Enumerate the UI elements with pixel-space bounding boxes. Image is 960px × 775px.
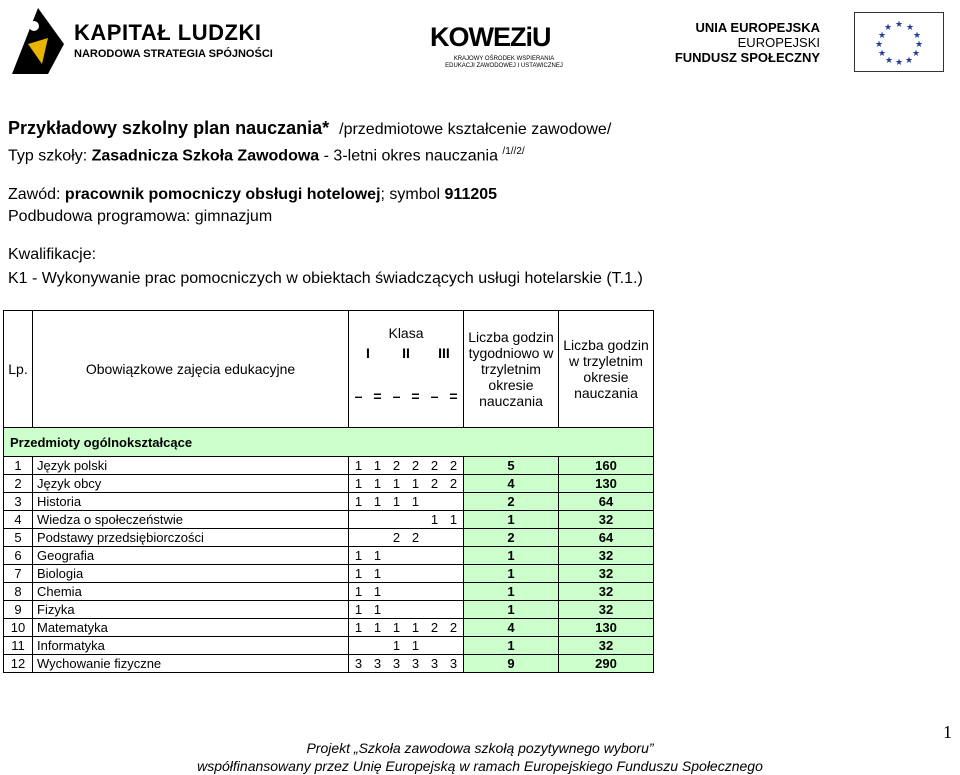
row-weekly: 1 xyxy=(464,601,559,619)
row-hours-semester: 1 xyxy=(368,601,387,619)
row-total: 290 xyxy=(559,655,654,673)
col-klasa-header: Klasa xyxy=(349,311,464,342)
qualification-k1: K1 - Wykonywanie prac pomocniczych w obiektach świadczących usługi hotelarskie (T.1.) xyxy=(8,270,643,287)
row-hours-semester: 1 xyxy=(368,493,387,511)
row-hours-semester: 1 xyxy=(349,457,369,475)
row-subject: Wiedza o społeczeństwie xyxy=(33,511,349,529)
row-lp: 10 xyxy=(4,619,33,637)
row-total: 32 xyxy=(559,511,654,529)
svg-text:★: ★ xyxy=(904,56,914,66)
footer-line-1: Projekt „Szkoła zawodowa szkołą pozytywnego wyboru” xyxy=(306,740,654,756)
table-header-row xyxy=(4,311,654,342)
ue-text: UNIA EUROPEJSKA EUROPEJSKI FUNDUSZ SPOŁECZNY xyxy=(674,20,820,65)
row-weekly: 2 xyxy=(464,493,559,511)
svg-text:★: ★ xyxy=(894,58,904,68)
row-total: 130 xyxy=(559,619,654,637)
svg-text:★: ★ xyxy=(912,31,922,41)
row-hours-semester xyxy=(425,529,444,547)
table-row xyxy=(4,529,654,547)
row-subject: Podstawy przedsiębiorczości xyxy=(33,529,349,547)
row-hours-semester: 1 xyxy=(368,583,387,601)
row-hours-semester: 3 xyxy=(444,655,464,673)
row-hours-semester xyxy=(425,493,444,511)
row-hours-semester: 3 xyxy=(406,655,425,673)
svg-text:★: ★ xyxy=(884,56,894,66)
row-hours-semester: 1 xyxy=(349,547,369,565)
row-hours-semester: 1 xyxy=(368,619,387,637)
row-hours-semester: 1 xyxy=(349,601,369,619)
row-total: 32 xyxy=(559,601,654,619)
table-row xyxy=(4,655,654,673)
row-weekly: 1 xyxy=(464,565,559,583)
row-weekly: 1 xyxy=(464,583,559,601)
row-hours-semester: 1 xyxy=(387,493,406,511)
row-weekly: 9 xyxy=(464,655,559,673)
svg-text:★: ★ xyxy=(905,23,915,33)
row-total: 32 xyxy=(559,565,654,583)
table-body xyxy=(4,457,654,673)
row-total: 130 xyxy=(559,475,654,493)
page-title: Przykładowy szkolny plan nauczania* /przedmiotowe kształcenie zawodowe/ xyxy=(8,118,612,138)
row-hours-semester: 3 xyxy=(425,655,444,673)
row-hours-semester xyxy=(444,565,464,583)
svg-text:★: ★ xyxy=(914,40,924,50)
semester-mark: = xyxy=(368,365,387,428)
svg-text:★: ★ xyxy=(894,20,904,30)
row-hours-semester xyxy=(406,547,425,565)
row-lp: 4 xyxy=(4,511,33,529)
row-subject: Język polski xyxy=(33,457,349,475)
row-total: 32 xyxy=(559,547,654,565)
table-row xyxy=(4,475,654,493)
row-lp: 5 xyxy=(4,529,33,547)
row-subject: Historia xyxy=(33,493,349,511)
row-hours-semester: 2 xyxy=(406,529,425,547)
klasa-I: I xyxy=(349,341,388,365)
svg-text:★: ★ xyxy=(883,23,893,33)
row-subject: Biologia xyxy=(33,565,349,583)
table-row xyxy=(4,583,654,601)
row-hours-semester xyxy=(349,529,369,547)
row-subject: Język obcy xyxy=(33,475,349,493)
row-lp: 11 xyxy=(4,637,33,655)
row-hours-semester: 2 xyxy=(444,457,464,475)
row-hours-semester: 1 xyxy=(406,493,425,511)
row-hours-semester: 2 xyxy=(425,457,444,475)
profession: Zawód: pracownik pomocniczy obsługi hotelowej; symbol 911205 xyxy=(8,186,498,203)
row-hours-semester xyxy=(349,511,369,529)
kapital-ludzki-subtitle: NARODOWA STRATEGIA SPÓJNOŚCI xyxy=(74,48,273,60)
row-hours-semester: 1 xyxy=(368,547,387,565)
row-hours-semester: 1 xyxy=(349,493,369,511)
row-hours-semester xyxy=(444,601,464,619)
row-hours-semester: 1 xyxy=(406,619,425,637)
col-lp-header: Lp. xyxy=(4,311,33,428)
row-subject: Chemia xyxy=(33,583,349,601)
col-name-header: Obowiązkowe zajęcia edukacyjne xyxy=(33,311,349,428)
row-hours-semester xyxy=(368,511,387,529)
row-lp: 2 xyxy=(4,475,33,493)
row-subject: Informatyka xyxy=(33,637,349,655)
school-type: Typ szkoły: Zasadnicza Szkoła Zawodowa - 3-letni okres nauczania $^{/1//2/}$ xyxy=(8,146,525,165)
row-hours-semester xyxy=(387,565,406,583)
svg-text:★: ★ xyxy=(911,49,921,59)
row-hours-semester xyxy=(406,511,425,529)
row-hours-semester xyxy=(444,529,464,547)
row-hours-semester xyxy=(425,601,444,619)
row-total: 32 xyxy=(559,637,654,655)
row-hours-semester: 1 xyxy=(368,457,387,475)
row-hours-semester: 1 xyxy=(349,619,369,637)
row-total: 64 xyxy=(559,529,654,547)
row-hours-semester xyxy=(425,583,444,601)
row-hours-semester xyxy=(368,637,387,655)
table-row xyxy=(4,493,654,511)
row-hours-semester xyxy=(349,637,369,655)
row-hours-semester xyxy=(444,583,464,601)
row-hours-semester: 1 xyxy=(425,511,444,529)
row-weekly: 5 xyxy=(464,457,559,475)
row-hours-semester: 1 xyxy=(444,511,464,529)
row-hours-semester: 1 xyxy=(387,619,406,637)
table-row xyxy=(4,547,654,565)
kapital-ludzki-title: KAPITAŁ LUDZKI xyxy=(74,20,262,45)
col-weekly-header: Liczba godzin tygodniowo w trzyletnim okresie nauczania xyxy=(464,311,559,428)
row-subject: Geografia xyxy=(33,547,349,565)
row-weekly: 1 xyxy=(464,547,559,565)
row-hours-semester: 2 xyxy=(387,529,406,547)
row-hours-semester xyxy=(444,637,464,655)
row-hours-semester xyxy=(387,547,406,565)
row-hours-semester xyxy=(406,583,425,601)
row-subject: Fizyka xyxy=(33,601,349,619)
row-hours-semester: 1 xyxy=(387,475,406,493)
row-weekly: 4 xyxy=(464,475,559,493)
row-subject: Wychowanie fizyczne xyxy=(33,655,349,673)
footer-line-2: współfinansowany przez Unię Europejską w ramach Europejskiego Funduszu Społecznego xyxy=(197,758,763,774)
semester-mark: = xyxy=(444,365,464,428)
row-total: 160 xyxy=(559,457,654,475)
row-hours-semester xyxy=(368,529,387,547)
eu-flag-icon xyxy=(854,12,944,72)
klasa-III: III xyxy=(425,341,464,365)
semester-mark: = xyxy=(406,365,425,428)
row-hours-semester: 2 xyxy=(425,475,444,493)
semester-mark: – xyxy=(349,365,369,428)
row-hours-semester: 1 xyxy=(387,637,406,655)
row-hours-semester xyxy=(425,637,444,655)
row-lp: 1 xyxy=(4,457,33,475)
kapital-ludzki-logo xyxy=(8,4,273,78)
row-hours-semester: 2 xyxy=(444,619,464,637)
row-hours-semester xyxy=(425,547,444,565)
row-hours-semester: 3 xyxy=(387,655,406,673)
koweziu-title: KOWEZiU xyxy=(430,22,551,52)
row-hours-semester xyxy=(406,601,425,619)
row-hours-semester: 1 xyxy=(349,583,369,601)
page-number: 1 xyxy=(943,722,952,742)
koweziu-logo xyxy=(430,12,563,72)
table-row xyxy=(4,619,654,637)
section-general-subjects: Przedmioty ogólnokształcące xyxy=(4,428,654,457)
row-weekly: 2 xyxy=(464,529,559,547)
section-row xyxy=(4,428,654,457)
table-row xyxy=(4,457,654,475)
row-subject: Matematyka xyxy=(33,619,349,637)
table-row xyxy=(4,565,654,583)
kapital-ludzki-icon xyxy=(8,4,68,78)
svg-text:★: ★ xyxy=(874,40,884,50)
row-hours-semester: 1 xyxy=(349,475,369,493)
col-total-header: Liczba godzin w trzyletnim okresie nauczania xyxy=(559,311,654,428)
row-lp: 3 xyxy=(4,493,33,511)
row-hours-semester xyxy=(406,565,425,583)
row-hours-semester xyxy=(444,493,464,511)
row-total: 32 xyxy=(559,583,654,601)
ue-efs-logo xyxy=(674,12,950,72)
qualifications-label: Kwalifikacje: xyxy=(8,246,97,263)
row-hours-semester xyxy=(387,511,406,529)
row-hours-semester: 1 xyxy=(406,475,425,493)
program-base: Podbudowa programowa: gimnazjum xyxy=(8,208,273,225)
curriculum-table xyxy=(3,310,654,673)
semester-mark: – xyxy=(425,365,444,428)
row-hours-semester: 1 xyxy=(368,565,387,583)
row-lp: 8 xyxy=(4,583,33,601)
koweziu-subtitle: KRAJOWY OŚRODEK WSPIERANIA EDUKACJI ZAWODOWEJ I USTAWICZNEJ xyxy=(445,56,563,69)
row-total: 64 xyxy=(559,493,654,511)
row-lp: 12 xyxy=(4,655,33,673)
row-hours-semester: 1 xyxy=(406,637,425,655)
table-row xyxy=(4,637,654,655)
row-lp: 7 xyxy=(4,565,33,583)
svg-text:★: ★ xyxy=(877,31,887,41)
svg-text:★: ★ xyxy=(877,49,887,59)
row-hours-semester xyxy=(387,601,406,619)
row-hours-semester xyxy=(425,565,444,583)
row-lp: 6 xyxy=(4,547,33,565)
row-hours-semester: 3 xyxy=(368,655,387,673)
row-hours-semester: 1 xyxy=(349,565,369,583)
row-hours-semester: 2 xyxy=(406,457,425,475)
row-hours-semester: 1 xyxy=(368,475,387,493)
klasa-II: II xyxy=(402,345,410,361)
row-weekly: 1 xyxy=(464,511,559,529)
row-weekly: 1 xyxy=(464,637,559,655)
row-hours-semester: 2 xyxy=(387,457,406,475)
row-hours-semester: 3 xyxy=(349,655,369,673)
row-weekly: 4 xyxy=(464,619,559,637)
table-row xyxy=(4,511,654,529)
row-hours-semester xyxy=(444,547,464,565)
semester-mark: – xyxy=(387,365,406,428)
row-lp: 9 xyxy=(4,601,33,619)
row-hours-semester: 2 xyxy=(444,475,464,493)
table-row xyxy=(4,601,654,619)
row-hours-semester: 2 xyxy=(425,619,444,637)
row-hours-semester xyxy=(387,583,406,601)
